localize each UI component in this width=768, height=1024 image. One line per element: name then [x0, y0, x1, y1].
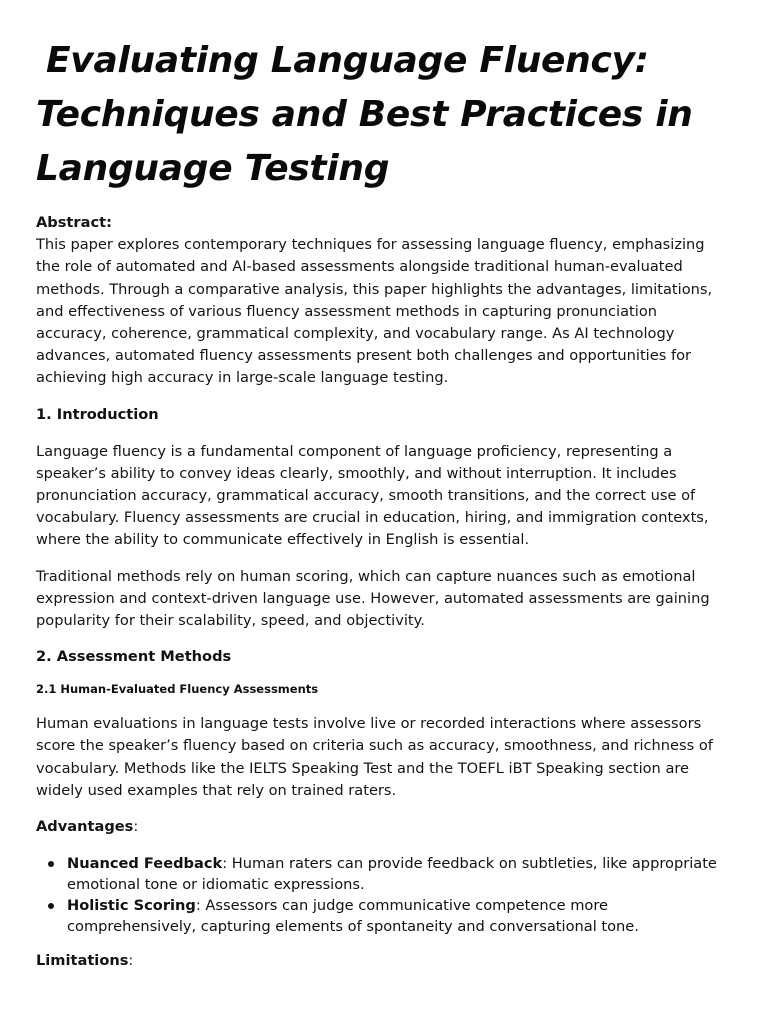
- paper-title: [36, 34, 726, 196]
- limitations-heading: [36, 950, 726, 972]
- introduction-heading: 1. Introduction: [36, 405, 159, 423]
- advantage-text: : Human raters can provide feedback on subtleties, like appropriate emotional tone or idiomatic expressions.: [67, 855, 717, 894]
- advantage-label: Nuanced Feedback: [67, 855, 223, 873]
- introduction-paragraph-2: Traditional methods rely on human scoring, which can capture nuances such as emotional expression and context-driven language use. However, automated assessments are gaining popularity for their scalability, speed, and objectivity.: [36, 567, 710, 630]
- methods-heading: 2. Assessment Methods: [36, 648, 232, 666]
- document-page: [36, 34, 726, 972]
- introduction-paragraph-1: Language fluency is a fundamental component of language proficiency, representing a speaker’s ability to convey ideas clearly, smoothly, and without interruption. It includes pronunciation accuracy, grammatical accuracy, smooth transitions, and the correct use of vocabulary. Fluency assessments are crucial in education, hiring, and immigration contexts, where the ability to communicate effectively in English is essential.: [36, 442, 709, 549]
- advantages-label: Advantages: [36, 818, 134, 836]
- advantage-text: : Assessors can judge communicative competence more comprehensively, capturing elements of spontaneity and conversational tone.: [67, 897, 639, 936]
- abstract-label: Abstract:: [36, 214, 112, 231]
- advantages-heading: [36, 816, 726, 838]
- title-line-2: Techniques and Best Practices in: [36, 94, 693, 135]
- limitations-label: Limitations: [36, 952, 129, 970]
- limitations-colon: :: [128, 952, 134, 970]
- human-evaluated-subheading: 2.1 Human-Evaluated Fluency Assessments: [36, 682, 319, 697]
- advantages-colon: :: [133, 818, 139, 836]
- list-item: [36, 895, 726, 937]
- bullet-icon: [48, 861, 54, 867]
- title-line-3: Language Testing: [36, 148, 390, 189]
- human-evaluated-paragraph: Human evaluations in language tests involve live or recorded interactions where assessors score the speaker’s fluency based on criteria such as accuracy, smoothness, and richness of vocabulary. Methods like the IELTS Speaking Test and the TOEFL iBT Speaking section are widely used examples that rely on trained raters.: [36, 715, 713, 799]
- list-item: [36, 853, 726, 895]
- title-line-1: Evaluating Language Fluency:: [46, 40, 649, 81]
- abstract-text: This paper explores contemporary techniques for assessing language fluency, emphasizing the role of automated and AI-based assessments alongside traditional human-evaluated methods. Through a comparative analysis, this paper highlights the advantages, limitations, and effectiveness of various fluency assessment methods in capturing pronunciation accuracy, coherence, grammatical complexity, and vocabulary range. As AI technology advances, automated fluency assessments present both challenges and opportunities for achieving high accuracy in large-scale language testing.: [36, 236, 713, 387]
- bullet-icon: [48, 903, 54, 909]
- advantages-list: [36, 853, 726, 937]
- advantage-label: Holistic Scoring: [67, 897, 196, 915]
- abstract-section: [36, 212, 726, 390]
